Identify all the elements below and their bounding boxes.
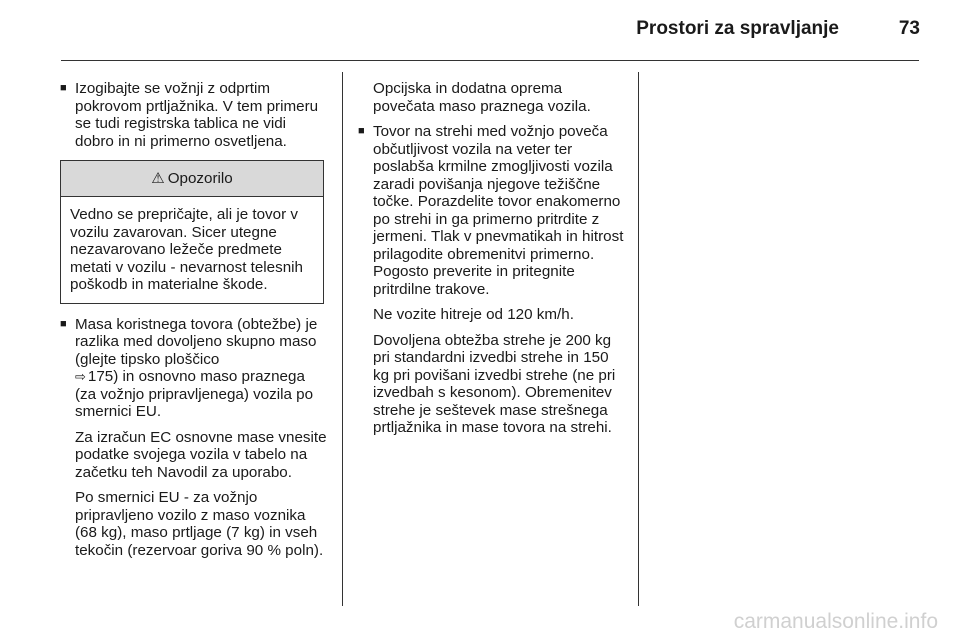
warning-box bbox=[60, 160, 324, 304]
bullet-text: Izogibajte se vožnji z odprtim pokrovom prtljažnika. V tem primeru se tudi registrska tablica ne vidi dobro in ni primerno osvetljena. bbox=[75, 80, 319, 150]
list-item bbox=[358, 123, 626, 298]
page-reference-text[interactable]: 175) in osnovno maso praznega (za vožnjo pripravljenega) vozila po smernici EU. bbox=[75, 368, 314, 420]
bullet-text: Masa koristnega tovora (obtežbe) je razlika med dovoljeno skupno maso (glejte tipsko ploščico bbox=[75, 315, 318, 368]
left-column bbox=[60, 80, 328, 559]
list-item bbox=[60, 80, 328, 150]
warning-title: Opozorilo bbox=[167, 169, 233, 187]
page-reference-icon: ⇨ bbox=[75, 369, 86, 384]
column-divider-1 bbox=[342, 72, 343, 606]
bullet-text: Tovor na strehi med vožnjo poveča občutljivost vozila na veter ter poslabša krmilne zmogljivosti vozila zaradi povišanja njegove težiščne točke. Porazdelite tovor enakomerno po strehi in ga primerno pritrdite z jermeni. Tlak v pnevmatikah in hitrost prilagodite obremenitvi primerno. Pogosto preverite in pritegnite pritrdilne trakove. bbox=[373, 123, 624, 298]
header-rule bbox=[61, 60, 919, 61]
page-number: 73 bbox=[898, 18, 920, 39]
watermark: carmanualsonline.info bbox=[733, 610, 938, 633]
paragraph: Opcijska in dodatna oprema povečata maso praznega vozila. bbox=[373, 80, 591, 115]
list-item bbox=[60, 316, 328, 421]
warning-icon: ⚠ bbox=[151, 169, 165, 187]
column-divider-2 bbox=[638, 72, 639, 606]
bullet-icon: ■ bbox=[60, 317, 67, 330]
page-title: Prostori za spravljanje bbox=[636, 18, 839, 39]
bullet-icon: ■ bbox=[60, 82, 67, 94]
paragraph: Ne vozite hitreje od 120 km/h. bbox=[373, 306, 574, 323]
paragraph: Po smernici EU - za vožnjo pripravljeno vozilo z maso voznika (68 kg), maso prtljage (7 kg) in vseh tekočin (rezervoar goriva 90 % poln). bbox=[75, 489, 324, 559]
warning-body: Vedno se prepričajte, ali je tovor v vozilu zavarovan. Sicer utegne nezavarovano ležeče predmete metati v vozilu - nevarnost telesnih poškodb in materialne škode. bbox=[70, 206, 303, 293]
middle-column bbox=[358, 80, 626, 437]
paragraph: Za izračun EC osnovne mase vnesite podatke svojega vozila v tabelo na začetku teh Navodil za uporabo. bbox=[75, 428, 327, 481]
bullet-icon: ■ bbox=[358, 125, 365, 137]
warning-header bbox=[61, 161, 323, 197]
paragraph: Dovoljena obtežba strehe je 200 kg pri standardni izvedbi strehe in 150 kg pri povišani izvedbi strehe (ne pri izvedbah s kesonom). Obremenitev strehe je seštevek mase strešnega prtljažnika in mase tovora na strehi. bbox=[373, 331, 616, 436]
